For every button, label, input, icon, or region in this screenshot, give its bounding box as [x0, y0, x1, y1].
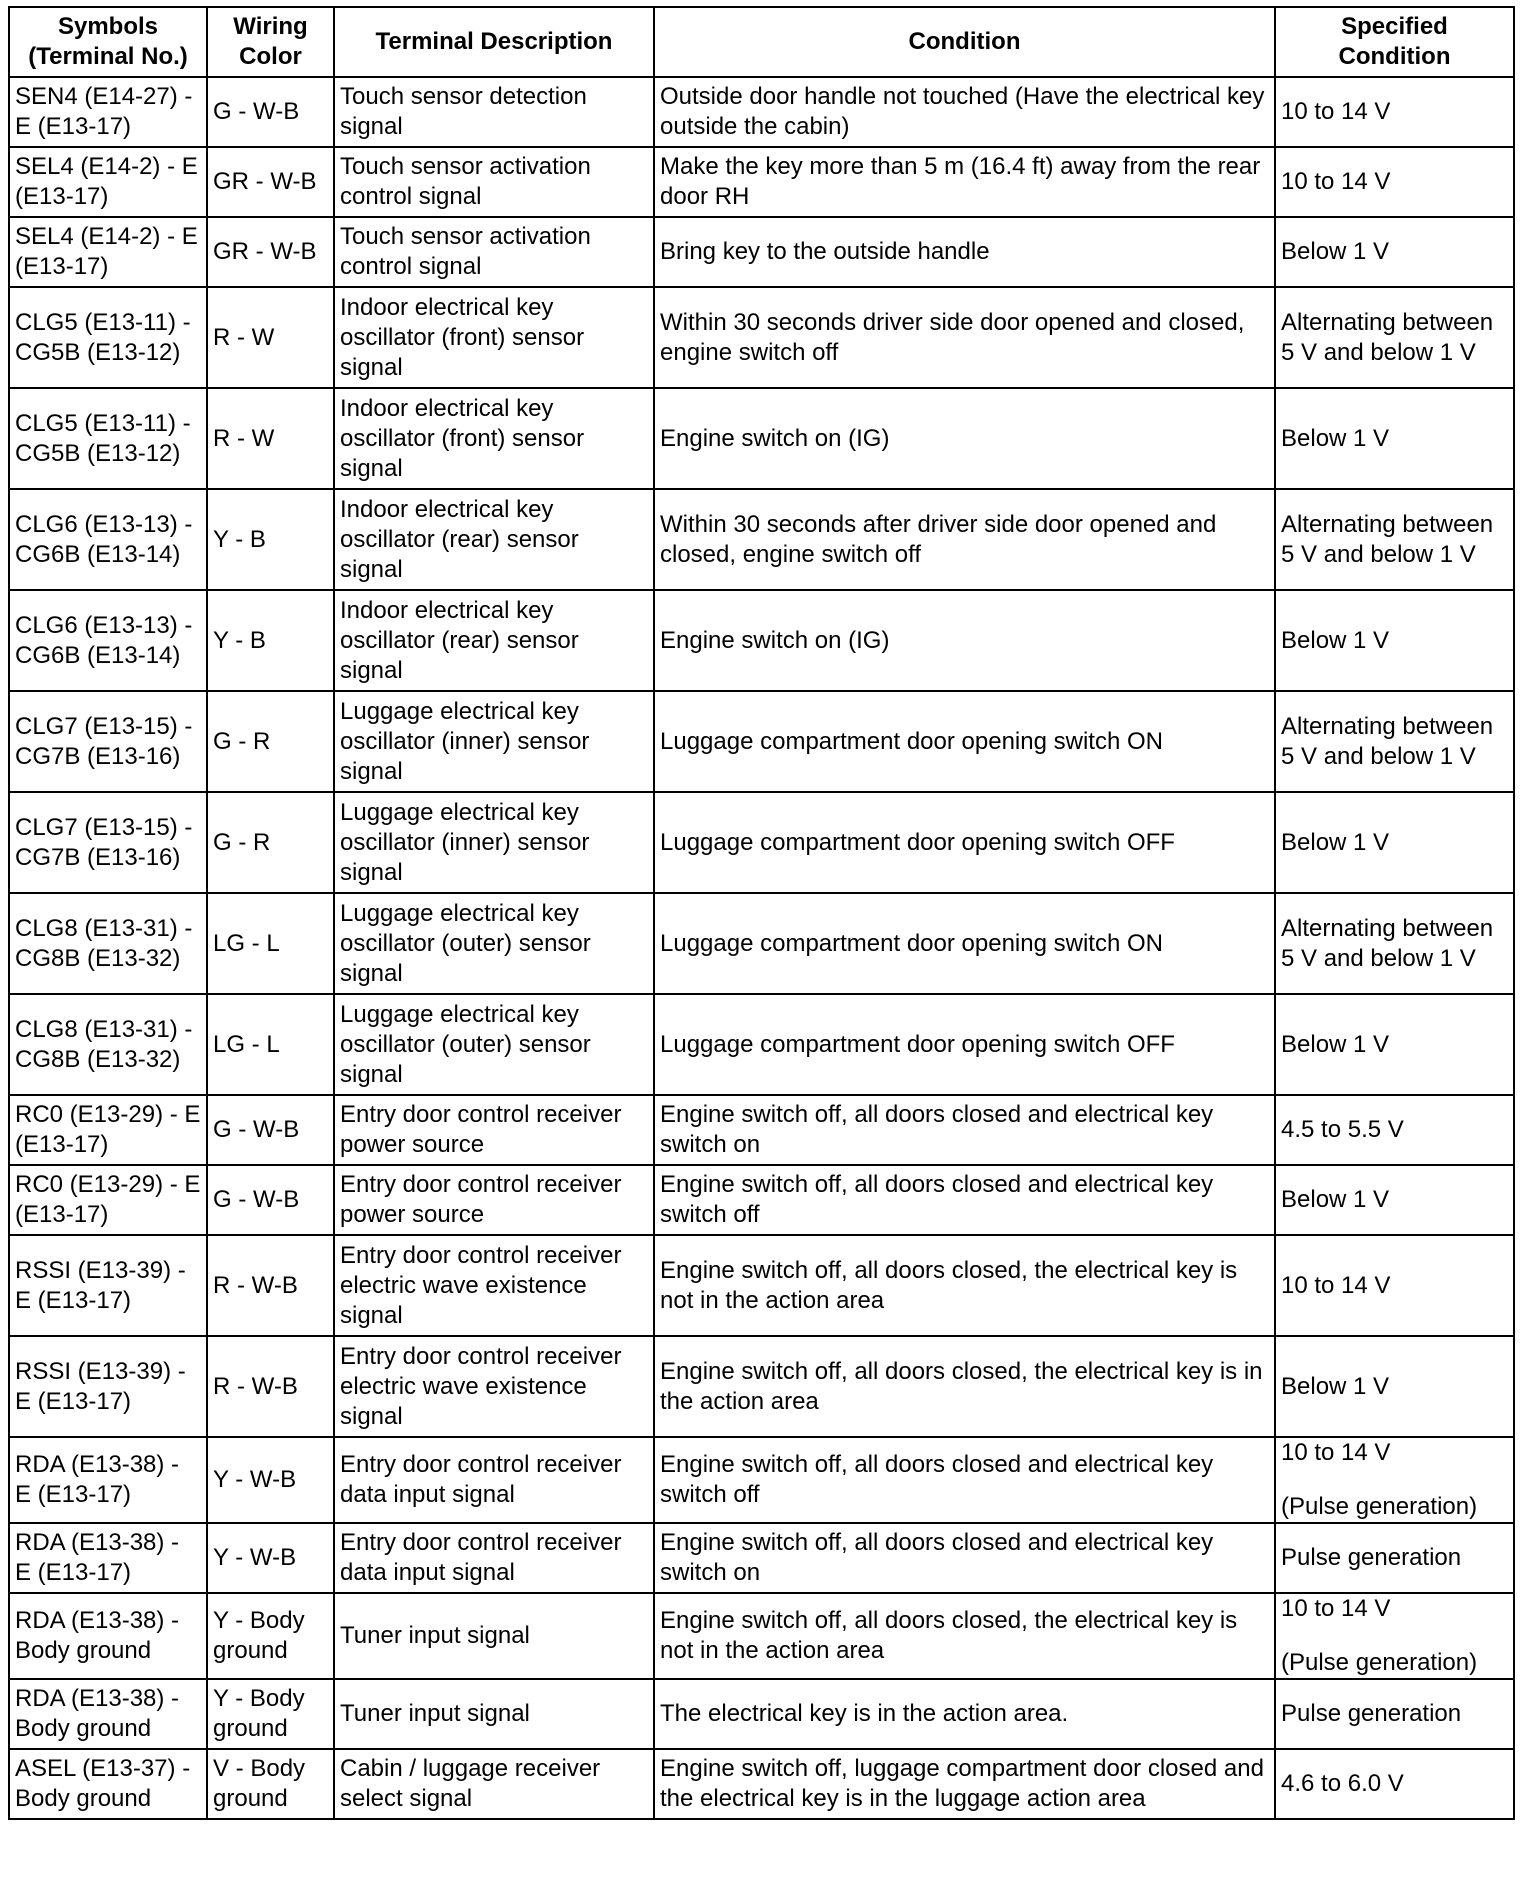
cell-symbols: CLG5 (E13-11) - CG5B (E13-12) — [9, 388, 207, 489]
specified-value: 4.5 to 5.5 V — [1281, 1116, 1404, 1143]
table-row — [9, 893, 1514, 994]
cell-specified-condition — [1275, 590, 1514, 691]
specified-value: Alternating between 5 V and below 1 V — [1281, 914, 1494, 972]
cell-terminal-description: Indoor electrical key oscillator (rear) sensor signal — [334, 489, 654, 590]
specified-value: 4.6 to 6.0 V — [1281, 1770, 1404, 1797]
cell-specified-condition — [1275, 1095, 1514, 1165]
table-row — [9, 147, 1514, 217]
cell-condition: Within 30 seconds after driver side door opened and closed, engine switch off — [654, 489, 1275, 590]
cell-specified-condition — [1275, 287, 1514, 388]
cell-specified-condition — [1275, 1523, 1514, 1593]
cell-condition: Engine switch off, all doors closed, the electrical key is not in the action area — [654, 1593, 1275, 1679]
cell-symbols: RDA (E13-38) - E (E13-17) — [9, 1523, 207, 1593]
cell-terminal-description: Entry door control receiver electric wave existence signal — [334, 1336, 654, 1437]
table-row — [9, 1235, 1514, 1336]
cell-terminal-description: Indoor electrical key oscillator (rear) sensor signal — [334, 590, 654, 691]
cell-wiring-color: R - W — [207, 287, 334, 388]
cell-wiring-color: LG - L — [207, 994, 334, 1095]
cell-terminal-description: Tuner input signal — [334, 1593, 654, 1679]
cell-terminal-description: Indoor electrical key oscillator (front) sensor signal — [334, 388, 654, 489]
terminal-inspection-table — [8, 6, 1515, 1820]
cell-condition: Luggage compartment door opening switch ON — [654, 691, 1275, 792]
cell-condition: Engine switch off, all doors closed and electrical key switch off — [654, 1437, 1275, 1523]
header-row — [9, 7, 1514, 77]
cell-wiring-color: R - W — [207, 388, 334, 489]
cell-terminal-description: Entry door control receiver data input signal — [334, 1523, 654, 1593]
cell-terminal-description: Entry door control receiver power source — [334, 1165, 654, 1235]
cell-terminal-description: Entry door control receiver electric wave existence signal — [334, 1235, 654, 1336]
cell-condition: Outside door handle not touched (Have the electrical key outside the cabin) — [654, 77, 1275, 147]
cell-terminal-description: Touch sensor activation control signal — [334, 147, 654, 217]
cell-condition: Engine switch off, all doors closed, the electrical key is in the action area — [654, 1336, 1275, 1437]
cell-condition: Luggage compartment door opening switch OFF — [654, 994, 1275, 1095]
cell-symbols: SEL4 (E14-2) - E (E13-17) — [9, 217, 207, 287]
cell-wiring-color: R - W-B — [207, 1235, 334, 1336]
cell-terminal-description: Touch sensor detection signal — [334, 77, 654, 147]
cell-specified-condition — [1275, 1437, 1514, 1523]
cell-wiring-color: G - W-B — [207, 1095, 334, 1165]
cell-terminal-description: Indoor electrical key oscillator (front) sensor signal — [334, 287, 654, 388]
cell-symbols: CLG5 (E13-11) - CG5B (E13-12) — [9, 287, 207, 388]
cell-wiring-color: Y - W-B — [207, 1523, 334, 1593]
table-row — [9, 691, 1514, 792]
cell-specified-condition — [1275, 1749, 1514, 1819]
cell-wiring-color: Y - W-B — [207, 1437, 334, 1523]
cell-wiring-color: R - W-B — [207, 1336, 334, 1437]
header-symbols: Symbols (Terminal No.) — [9, 7, 207, 77]
cell-specified-condition — [1275, 77, 1514, 147]
cell-specified-condition — [1275, 1593, 1514, 1679]
cell-symbols: RC0 (E13-29) - E (E13-17) — [9, 1165, 207, 1235]
cell-specified-condition — [1275, 1235, 1514, 1336]
header-condition: Condition — [654, 7, 1275, 77]
cell-condition: Luggage compartment door opening switch OFF — [654, 792, 1275, 893]
cell-condition: Engine switch off, all doors closed and electrical key switch on — [654, 1523, 1275, 1593]
specified-value: Pulse generation — [1281, 1544, 1462, 1571]
specified-value: 10 to 14 V — [1281, 1271, 1391, 1299]
cell-symbols: ASEL (E13-37) - Body ground — [9, 1749, 207, 1819]
table-row — [9, 287, 1514, 388]
table-row — [9, 1593, 1514, 1679]
cell-condition: Engine switch on (IG) — [654, 388, 1275, 489]
specified-value: Below 1 V — [1281, 1030, 1390, 1058]
cell-condition: Engine switch on (IG) — [654, 590, 1275, 691]
cell-condition: Engine switch off, luggage compartment door closed and the electrical key is in the luggage action area — [654, 1749, 1275, 1819]
header-wiring-color: Wiring Color — [207, 7, 334, 77]
cell-terminal-description: Luggage electrical key oscillator (inner) sensor signal — [334, 792, 654, 893]
specified-value: Below 1 V — [1281, 1372, 1390, 1400]
table-row — [9, 1095, 1514, 1165]
cell-wiring-color: Y - B — [207, 590, 334, 691]
specified-value: (Pulse generation) — [1281, 1493, 1478, 1520]
cell-specified-condition — [1275, 388, 1514, 489]
cell-wiring-color: GR - W-B — [207, 217, 334, 287]
specified-value: Below 1 V — [1281, 238, 1390, 265]
cell-symbols: SEL4 (E14-2) - E (E13-17) — [9, 147, 207, 217]
table-row — [9, 1336, 1514, 1437]
cell-specified-condition — [1275, 217, 1514, 287]
cell-terminal-description: Touch sensor activation control signal — [334, 217, 654, 287]
cell-condition: Bring key to the outside handle — [654, 217, 1275, 287]
cell-specified-condition — [1275, 489, 1514, 590]
cell-condition: Make the key more than 5 m (16.4 ft) away from the rear door RH — [654, 147, 1275, 217]
cell-symbols: CLG7 (E13-15) - CG7B (E13-16) — [9, 792, 207, 893]
cell-condition: Engine switch off, all doors closed, the electrical key is not in the action area — [654, 1235, 1275, 1336]
specified-value: 10 to 14 V — [1281, 1595, 1391, 1622]
cell-specified-condition — [1275, 147, 1514, 217]
specified-value: Pulse generation — [1281, 1700, 1462, 1727]
table-row — [9, 792, 1514, 893]
cell-symbols: RSSI (E13-39) - E (E13-17) — [9, 1336, 207, 1437]
cell-symbols: RDA (E13-38) - E (E13-17) — [9, 1437, 207, 1523]
cell-condition: The electrical key is in the action area. — [654, 1679, 1275, 1749]
header-terminal-description: Terminal Description — [334, 7, 654, 77]
cell-symbols: RSSI (E13-39) - E (E13-17) — [9, 1235, 207, 1336]
specified-value: Alternating between 5 V and below 1 V — [1281, 510, 1494, 568]
specified-value: Below 1 V — [1281, 828, 1390, 856]
cell-specified-condition — [1275, 691, 1514, 792]
table-row — [9, 1165, 1514, 1235]
cell-wiring-color: Y - Body ground — [207, 1593, 334, 1679]
cell-symbols: RDA (E13-38) - Body ground — [9, 1679, 207, 1749]
specified-value: Alternating between 5 V and below 1 V — [1281, 308, 1494, 366]
cell-terminal-description: Luggage electrical key oscillator (inner) sensor signal — [334, 691, 654, 792]
specified-value: (Pulse generation) — [1281, 1649, 1478, 1676]
cell-condition: Luggage compartment door opening switch ON — [654, 893, 1275, 994]
cell-wiring-color: Y - B — [207, 489, 334, 590]
cell-wiring-color: LG - L — [207, 893, 334, 994]
table-row — [9, 994, 1514, 1095]
table-row — [9, 217, 1514, 287]
specified-value: 10 to 14 V — [1281, 1439, 1391, 1466]
specified-value: Below 1 V — [1281, 1186, 1390, 1213]
cell-wiring-color: G - W-B — [207, 1165, 334, 1235]
table-row — [9, 1437, 1514, 1523]
cell-wiring-color: G - W-B — [207, 77, 334, 147]
cell-terminal-description: Entry door control receiver data input signal — [334, 1437, 654, 1523]
cell-specified-condition — [1275, 792, 1514, 893]
table-row — [9, 77, 1514, 147]
cell-specified-condition — [1275, 994, 1514, 1095]
cell-specified-condition — [1275, 1336, 1514, 1437]
specified-value: Alternating between 5 V and below 1 V — [1281, 712, 1494, 770]
cell-terminal-description: Entry door control receiver power source — [334, 1095, 654, 1165]
cell-terminal-description: Cabin / luggage receiver select signal — [334, 1749, 654, 1819]
cell-condition: Engine switch off, all doors closed and electrical key switch off — [654, 1165, 1275, 1235]
cell-wiring-color: V - Body ground — [207, 1749, 334, 1819]
table-row — [9, 590, 1514, 691]
specified-value: 10 to 14 V — [1281, 98, 1391, 125]
cell-wiring-color: GR - W-B — [207, 147, 334, 217]
cell-terminal-description: Tuner input signal — [334, 1679, 654, 1749]
cell-wiring-color: G - R — [207, 792, 334, 893]
cell-terminal-description: Luggage electrical key oscillator (outer) sensor signal — [334, 893, 654, 994]
cell-condition: Engine switch off, all doors closed and electrical key switch on — [654, 1095, 1275, 1165]
table-row — [9, 388, 1514, 489]
cell-symbols: CLG8 (E13-31) - CG8B (E13-32) — [9, 893, 207, 994]
table-body — [9, 77, 1514, 1819]
table-row — [9, 1523, 1514, 1593]
cell-condition: Within 30 seconds driver side door opened and closed, engine switch off — [654, 287, 1275, 388]
cell-symbols: SEN4 (E14-27) - E (E13-17) — [9, 77, 207, 147]
cell-specified-condition — [1275, 893, 1514, 994]
cell-symbols: RDA (E13-38) - Body ground — [9, 1593, 207, 1679]
cell-specified-condition — [1275, 1679, 1514, 1749]
cell-specified-condition — [1275, 1165, 1514, 1235]
cell-symbols: CLG7 (E13-15) - CG7B (E13-16) — [9, 691, 207, 792]
cell-wiring-color: Y - Body ground — [207, 1679, 334, 1749]
specified-value: 10 to 14 V — [1281, 168, 1391, 195]
cell-symbols: CLG8 (E13-31) - CG8B (E13-32) — [9, 994, 207, 1095]
cell-terminal-description: Luggage electrical key oscillator (outer) sensor signal — [334, 994, 654, 1095]
cell-symbols: RC0 (E13-29) - E (E13-17) — [9, 1095, 207, 1165]
specified-value: Below 1 V — [1281, 626, 1390, 654]
specified-value: Below 1 V — [1281, 424, 1390, 452]
header-specified-condition: Specified Condition — [1275, 7, 1514, 77]
table-row — [9, 489, 1514, 590]
cell-wiring-color: G - R — [207, 691, 334, 792]
table-row — [9, 1749, 1514, 1819]
cell-symbols: CLG6 (E13-13) - CG6B (E13-14) — [9, 590, 207, 691]
table-row — [9, 1679, 1514, 1749]
cell-symbols: CLG6 (E13-13) - CG6B (E13-14) — [9, 489, 207, 590]
